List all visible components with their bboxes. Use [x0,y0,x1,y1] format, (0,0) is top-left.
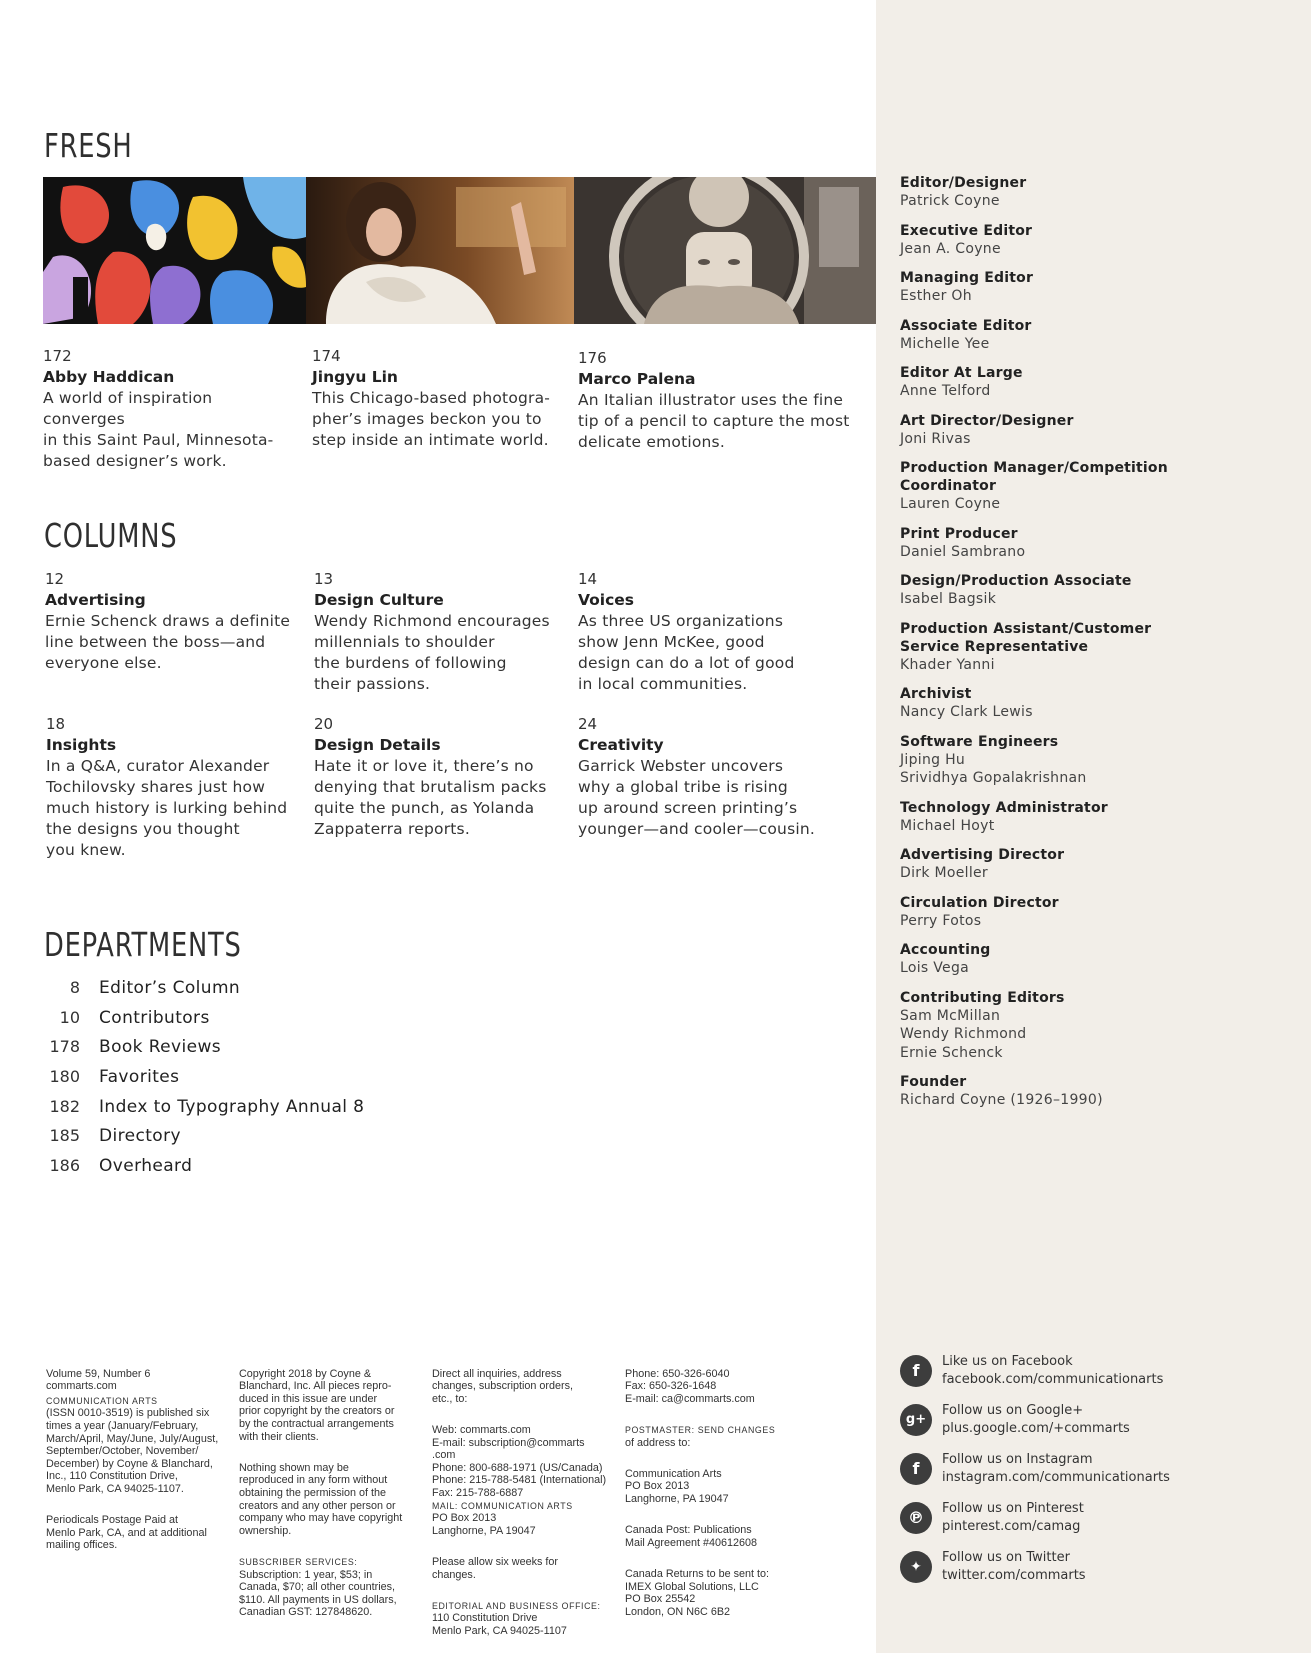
staff-person: Daniel Sambrano [900,543,1026,560]
footer-text: Web: commarts.com E-mail: subscription@commarts .com Phone: 800-688-1971 (US/Canada) Phone: 215-788-5481 (International) Fax: 215-788-6887 [432,1423,607,1499]
staff-person: Jiping Hu Srividhya Gopalakrishnan [900,751,1087,786]
staff-person: Michelle Yee [900,335,990,352]
staff-group [900,799,1200,836]
pinterest-icon[interactable]: ℗ [900,1502,932,1534]
page-number: 174 [312,347,341,365]
fresh-image-marco-palena [574,177,876,324]
social-url[interactable]: plus.google.com/+commarts [942,1421,1130,1436]
staff-role: Software Engineers [900,733,1059,750]
instagram-icon[interactable]: f [900,1453,932,1485]
footer-smallcaps: SUBSCRIBER SERVICES: [239,1556,358,1567]
entry-name: Insights [46,736,117,754]
google-plus-icon[interactable]: g+ [900,1404,932,1436]
page-number: 13 [314,570,334,588]
department-label: Editor’s Column [99,978,241,998]
fresh-entry[interactable] [578,348,868,453]
footer-smallcaps: COMMUNICATION ARTS [46,1395,158,1406]
footer-text: Volume 59, Number 6 commarts.com [46,1367,151,1393]
column-entry[interactable] [45,569,300,674]
staff-role: Accounting [900,942,991,958]
staff-role: Founder [900,1074,967,1090]
page-number: 182 [49,1096,80,1116]
staff-person: Perry Fotos [900,912,982,929]
section-title-columns: COLUMNS [44,516,178,555]
page-number: 8 [69,978,80,997]
entry-name: Advertising [45,591,146,609]
departments-list [40,978,364,1186]
entry-name: Marco Palena [578,370,696,388]
staff-group [900,733,1200,788]
social-link-facebook[interactable] [900,1354,1300,1403]
column-entry[interactable] [578,569,833,695]
page-number: 186 [49,1156,80,1176]
entry-description: This Chicago-based photogra- pher’s images beckon you to step inside an intimate world. [312,389,551,449]
page-number: 172 [43,347,72,365]
footer-copyright-info [239,1355,424,1637]
staff-role: Editor At Large [900,365,1023,381]
footer-text: Communication Arts PO Box 2013 Langhorne, PA 19047 [625,1467,729,1505]
list-item[interactable] [40,978,364,1008]
entry-name: Design Culture [314,591,444,609]
social-link-pinterest[interactable] [900,1501,1300,1550]
footer-text: (ISSN 0010-3519) is published six times a year (January/February, March/April, May/June, July/August, September/October, November/ December) by Coyne & Blanchard, Inc., 110 Constitution Drive, Menlo Park, CA 94025-1107. [46,1407,219,1495]
staff-group [900,685,1200,722]
staff-role: Contributing Editors [900,989,1065,1006]
footer-text: Canada Post: Publications Mail Agreement #40612608 [625,1524,758,1549]
staff-person: Dirk Moeller [900,865,988,881]
staff-person: Esther Oh [900,288,972,304]
staff-role: Executive Editor [900,222,1033,239]
fresh-entry[interactable] [43,346,298,472]
entry-description: Garrick Webster uncovers why a global tribe is rising up around screen printing’s younger—and cooler—cousin. [578,757,816,838]
footer-smallcaps: POSTMASTER: SEND CHANGES [625,1424,776,1435]
staff-role: Technology Administrator [900,799,1108,816]
social-label: Follow us on Google+ [942,1403,1084,1418]
social-url[interactable]: facebook.com/communicationarts [942,1372,1164,1387]
staff-role: Production Manager/Competition Coordinator [900,460,1168,494]
fresh-entry[interactable] [312,346,567,451]
staff-person: Isabel Bagsik [900,591,997,607]
column-entry[interactable] [314,569,569,695]
entry-name: Creativity [578,736,664,754]
staff-role: Circulation Director [900,894,1059,911]
staff-group [900,459,1200,514]
social-label: Follow us on Twitter [942,1550,1070,1565]
page-number: 178 [49,1037,80,1057]
list-item[interactable] [40,1067,364,1097]
entry-description: In a Q&A, curator Alexander Tochilovsky shares just how much history is lurking behind the designs you thought you knew. [46,757,288,859]
page-number: 185 [49,1126,80,1146]
entry-description: A world of inspiration converges in this Saint Paul, Minnesota- based designer’s work. [43,389,274,470]
footer-text: PO Box 2013 Langhorne, PA 19047 [432,1512,536,1537]
staff-group [900,412,1200,449]
social-link-google-plus[interactable] [900,1403,1300,1452]
staff-group [900,941,1200,978]
page-number: 20 [314,715,334,733]
social-links [900,1354,1300,1599]
footer-text: Subscription: 1 year, $53; in Canada, $70; all other countries, $110. All payments in US dollars, Canadian GST: 127848620. [239,1568,397,1619]
department-label: Overheard [99,1156,193,1177]
social-url[interactable]: pinterest.com/camag [942,1519,1081,1534]
entry-name: Voices [578,591,635,609]
staff-group [900,572,1200,609]
staff-person: Khader Yanni [900,656,995,673]
staff-group [900,620,1200,675]
social-url[interactable]: instagram.com/communicationarts [942,1470,1170,1485]
staff-group [900,846,1200,883]
staff-group [900,222,1200,259]
footer-text: 110 Constitution Drive Menlo Park, CA 94025-1107 [432,1612,567,1637]
list-item[interactable] [40,1097,364,1127]
page-number: 176 [578,349,607,367]
social-label: Follow us on Pinterest [942,1501,1084,1516]
staff-group [900,317,1200,354]
footer-text: Nothing shown may be reproduced in any form without obtaining the permission of the creators and any other person or company who may have copyright ownership. [239,1461,403,1537]
entry-name: Abby Haddican [43,368,175,386]
page-number: 14 [578,570,598,588]
social-link-twitter[interactable] [900,1550,1300,1599]
department-label: Book Reviews [99,1037,222,1058]
staff-role: Managing Editor [900,270,1034,286]
list-item[interactable] [40,1037,364,1067]
staff-person: Richard Coyne (1926–1990) [900,1092,1103,1108]
staff-group [900,1073,1200,1110]
staff-group [900,525,1200,562]
social-link-instagram[interactable] [900,1452,1300,1501]
column-entry[interactable] [578,714,868,840]
staff-role: Print Producer [900,525,1018,542]
staff-group [900,894,1200,931]
department-label: Directory [99,1126,181,1147]
footer-contact-info [625,1355,825,1637]
page-number: 12 [45,570,65,588]
department-label: Favorites [99,1067,180,1088]
footer-text: Periodicals Postage Paid at Menlo Park, CA, and at additional mailing offices. [46,1514,207,1552]
staff-group [900,989,1200,1063]
staff-role: Design/Production Associate [900,573,1132,589]
footer-inquiries-info [432,1355,617,1656]
staff-person: Lauren Coyne [900,496,1001,512]
list-item[interactable] [40,1126,364,1156]
page-number: 18 [46,715,66,733]
fresh-image-jingyu-lin [306,177,574,324]
staff-person: Patrick Coyne [900,193,1000,209]
staff-person: Nancy Clark Lewis [900,704,1033,720]
staff-role: Editor/Designer [900,175,1027,191]
entry-description: An Italian illustrator uses the fine tip of a pencil to capture the most delicate emotions. [578,391,850,451]
footer-text: Please allow six weeks for changes. [432,1555,559,1581]
section-title-fresh: FRESH [44,126,133,165]
social-label: Follow us on Instagram [942,1452,1093,1467]
staff-role: Advertising Director [900,847,1065,863]
entry-description: Wendy Richmond encourages millennials to shoulder the burdens of following their passions. [314,612,550,693]
staff-role: Production Assistant/Customer Service Representative [900,620,1152,655]
twitter-icon[interactable]: ✦ [900,1551,932,1583]
page-number: 10 [59,1007,80,1027]
footer-text: Direct all inquiries, address changes, subscription orders, etc., to: [432,1367,574,1405]
section-title-departments: DEPARTMENTS [44,925,242,964]
footer-text: Canada Returns to be sent to: IMEX Global Solutions, LLC PO Box 25542 London, ON N6C 6B2 [625,1567,770,1618]
entry-description: Hate it or love it, there’s no denying that brutalism packs quite the punch, as Yolanda Zappaterra reports. [314,757,547,838]
department-label: Contributors [99,1007,210,1028]
entry-description: As three US organizations show Jenn McKee, good design can do a lot of good in local communities. [578,612,795,693]
footer-text: Phone: 650-326-6040 Fax: 650-326-1648 E-mail: ca@commarts.com [625,1367,755,1405]
staff-person: Joni Rivas [900,430,971,447]
footer-text: of address to: [625,1436,691,1449]
staff-person: Sam McMillan Wendy Richmond Ernie Schenck [900,1007,1027,1061]
entry-description: Ernie Schenck draws a definite line between the boss—and everyone else. [45,612,291,672]
staff-group [900,174,1200,211]
facebook-icon[interactable]: f [900,1355,932,1387]
footer-publication-info [46,1355,231,1571]
fresh-image-abby-haddican [43,177,306,324]
staff-person: Lois Vega [900,960,970,976]
staff-role: Art Director/Designer [900,412,1074,429]
staff-group [900,269,1200,306]
staff-role: Archivist [900,686,972,702]
list-item[interactable] [40,1156,364,1186]
footer-smallcaps: EDITORIAL AND BUSINESS OFFICE: [432,1600,601,1611]
staff-person: Jean A. Coyne [900,240,1001,257]
social-url[interactable]: twitter.com/commarts [942,1568,1086,1583]
staff-role: Associate Editor [900,317,1032,334]
department-label: Index to Typography Annual 8 [99,1096,365,1117]
column-entry[interactable] [46,714,301,861]
entry-name: Design Details [314,736,441,754]
entry-name: Jingyu Lin [312,368,398,386]
social-label: Like us on Facebook [942,1354,1073,1369]
page-number: 180 [49,1067,80,1087]
staff-person: Michael Hoyt [900,817,995,834]
page-number: 24 [578,715,598,733]
staff-person: Anne Telford [900,383,991,399]
list-item[interactable] [40,1008,364,1038]
column-entry[interactable] [314,714,569,840]
footer-text: Copyright 2018 by Coyne & Blanchard, Inc. All pieces repro- duced in this issue are under prior copyright by the creators or by the contractual arrangements with their clients. [239,1367,395,1443]
staff-group [900,364,1200,401]
masthead-staff-list [900,174,1200,1121]
footer-smallcaps: MAIL: COMMUNICATION ARTS [432,1500,573,1511]
